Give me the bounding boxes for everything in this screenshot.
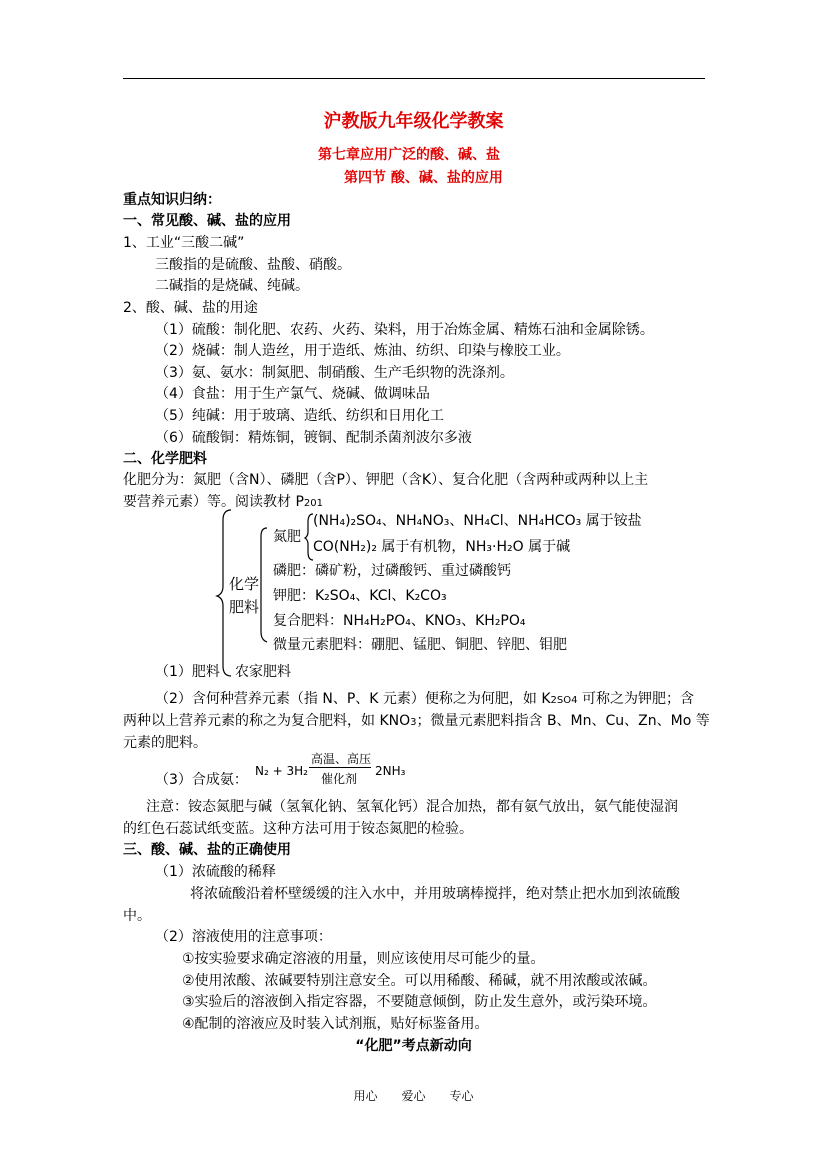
note-line-1: 注意：铵态氮肥与碱（氢氧化钠、氢氧化钙）混合加热，都有氨气放出，氨气能使湿润	[146, 799, 678, 815]
fertilizer-item-2-line2: 两种以上营养元素的称之为复合肥料，如 KNO3；微量元素肥料指含 B、Mn、Cu、Zn、Mo 等	[123, 713, 710, 729]
part3-s1-a: 将浓硫酸沿着杯壁缓缓的注入水中，并用玻璃棒搅拌，绝对禁止把水加到浓硫酸	[190, 886, 680, 902]
summary-heading: 重点知识归纳：	[123, 192, 221, 208]
header-rule	[123, 78, 705, 79]
fertilizer-item-1: （1）肥料	[155, 664, 220, 680]
equation-conditions-top: 高温、高压	[311, 752, 372, 766]
equation-conditions-bottom: 催化剂	[321, 772, 358, 786]
use-item: （1）硫酸：制化肥、农药、火药、染料，用于冶炼金属、精炼石油和金属除锈。	[155, 322, 654, 338]
next-section-heading: “化肥”考点新动向	[355, 1038, 472, 1054]
part2-heading: 二、化学肥料	[123, 451, 207, 467]
part1-item1-a: 三酸指的是硫酸、盐酸、硝酸。	[155, 257, 351, 273]
solution-note: ②使用浓酸、浓碱要特别注意安全。可以用稀酸、稀碱，就不用浓酸或浓碱。	[182, 973, 657, 989]
part1-item1: 1、工业“三酸二碱”	[123, 235, 245, 251]
compound-fertilizer: 复合肥料：NH₄H₂PO₄、KNO₃、KH₂PO₄	[273, 613, 526, 629]
fertilizer-item-2-line3: 元素的肥料。	[123, 735, 207, 751]
use-item: （6）硫酸铜：精炼铜，镀铜、配制杀菌剂波尔多液	[155, 430, 472, 446]
nitrogen-label: 氮肥	[273, 529, 301, 545]
part3-s2: （2）溶液使用的注意事项：	[155, 929, 332, 945]
trace-element-fertilizer: 微量元素肥料：硼肥、锰肥、铜肥、锌肥、钼肥	[273, 637, 567, 653]
solution-note: ①按实验要求确定溶液的用量，则应该使用尽可能少的量。	[182, 951, 545, 967]
solution-note: ④配制的溶液应及时装入试剂瓶，贴好标鉴备用。	[182, 1016, 489, 1032]
equation-reactants: N₂ + 3H₂	[255, 764, 308, 778]
section-title: 第四节 酸、碱、盐的应用	[344, 170, 503, 186]
potassium-fertilizer: 钾肥：K₂SO₄、KCl、K₂CO₃	[273, 588, 447, 604]
note-line-2: 的红色石蕊试纸变蓝。这种方法可用于铵态氮肥的检验。	[123, 821, 473, 837]
page-title: 沪教版九年级化学教案	[323, 111, 504, 132]
equation-arrow-line	[309, 767, 371, 768]
use-item: （2）烧碱：制人造丝，用于造纸、炼油、纺织、印染与橡胶工业。	[155, 343, 570, 359]
fertilizer-classification-diagram	[215, 508, 642, 683]
part1-item1-b: 二碱指的是烧碱、纯碱。	[155, 278, 309, 294]
chapter-title: 第七章应用广泛的酸、碱、盐	[318, 147, 500, 163]
nitrogen-other: CO(NH₂)₂ 属于有机物，NH₃·H₂O 属于碱	[313, 539, 571, 555]
part1-item2: 2、酸、碱、盐的用途	[123, 300, 258, 316]
page-footer: 用心 爱心 专心	[353, 1089, 474, 1103]
phosphorus-fertilizer: 磷肥：磷矿粉，过磷酸钙、重过磷酸钙	[273, 563, 511, 579]
root-label-1: 化学	[229, 575, 260, 593]
part3-s1-b: 中。	[123, 908, 151, 924]
part3-heading: 三、酸、碱、盐的正确使用	[123, 842, 291, 858]
part2-intro-2: 要营养元素）等。阅读教材 P201	[123, 494, 323, 510]
part2-intro-1: 化肥分为：氮肥（含N）、磷肥（含P）、钾肥（含K）、复合化肥（含两种或两种以上主	[123, 472, 649, 488]
solution-note: ③实验后的溶液倒入指定容器，不要随意倾倒，防止发生意外，或污染环境。	[182, 994, 657, 1010]
use-item: （4）食盐：用于生产氯气、烧碱、做调味品	[155, 386, 430, 402]
fertilizer-item-2: （2）含何种营养元素（指 N、P、K 元素）便称之为何肥，如 K2SO4 可称之为钾肥；含	[155, 691, 694, 707]
part3-s1: （1）浓硫酸的稀释	[155, 864, 276, 880]
farm-manure: 农家肥料	[235, 664, 291, 680]
use-item: （3）氨、氨水：制氮肥、制硝酸、生产毛织物的洗涤剂。	[155, 365, 514, 381]
ammonia-synthesis-label: （3）合成氨：	[155, 772, 248, 788]
ammonia-synthesis-equation	[255, 748, 415, 788]
root-label-2: 肥料	[229, 598, 260, 616]
use-item: （5）纯碱：用于玻璃、造纸、纺织和日用化工	[155, 408, 444, 424]
equation-product: 2NH₃	[375, 764, 406, 778]
nitrogen-ammonium: (NH₄)₂SO₄、NH₄NO₃、NH₄Cl、NH₄HCO₃ 属于铵盐	[313, 513, 642, 529]
part1-heading: 一、常见酸、碱、盐的应用	[123, 213, 291, 229]
